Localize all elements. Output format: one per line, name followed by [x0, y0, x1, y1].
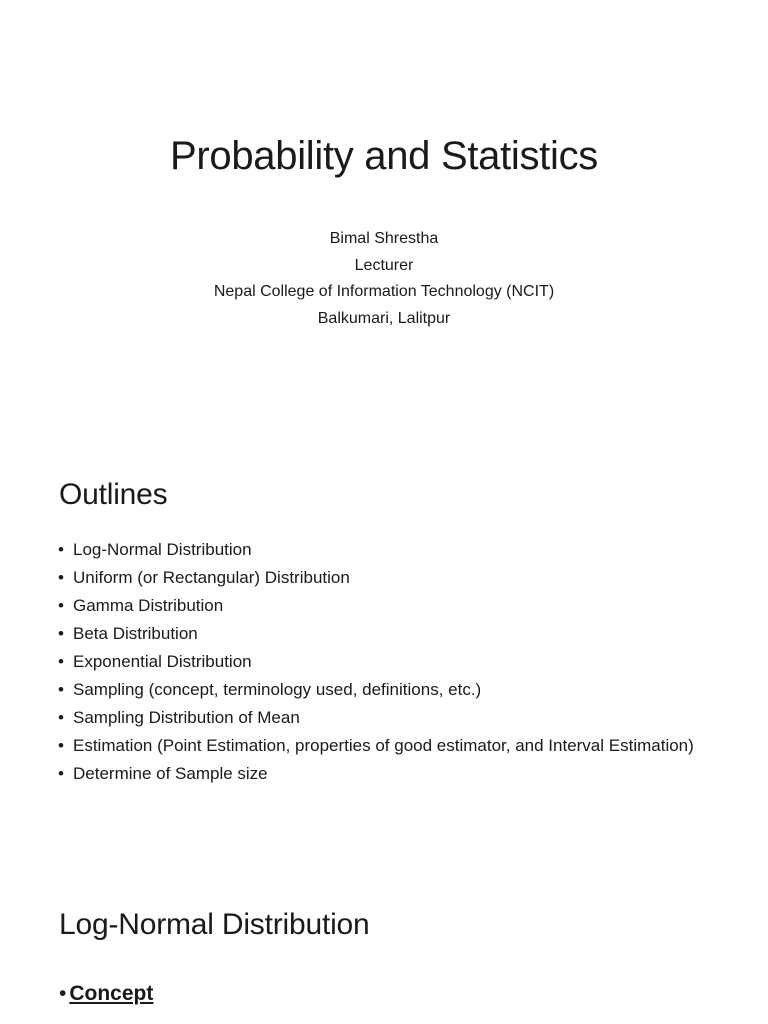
list-item — [58, 568, 698, 589]
outline-heading: Outlines — [59, 478, 168, 511]
list-item — [58, 652, 698, 673]
list-item — [58, 596, 698, 617]
bullet-icon: • — [58, 596, 64, 615]
list-item — [58, 764, 698, 785]
bullet-icon: • — [59, 982, 67, 1005]
bullet-icon: • — [58, 540, 64, 559]
outline-list — [58, 540, 698, 792]
bullet-icon: • — [58, 680, 64, 699]
list-item-text: Sampling (concept, terminology used, definitions, etc.) — [73, 680, 482, 699]
lognormal-heading: Log-Normal Distribution — [59, 908, 370, 941]
list-item-text: Beta Distribution — [73, 624, 198, 643]
bullet-icon: • — [58, 568, 64, 587]
concept-label: Concept — [69, 982, 154, 1005]
bullet-icon: • — [58, 652, 64, 671]
title-slide — [0, 0, 768, 432]
list-item-text: Determine of Sample size — [73, 764, 268, 783]
outline-slide — [0, 432, 768, 864]
author-info — [0, 226, 768, 332]
bullet-icon: • — [58, 708, 64, 727]
list-item — [58, 708, 698, 729]
presentation-title: Probability and Statistics — [170, 134, 598, 178]
list-item-text: Uniform (or Rectangular) Distribution — [73, 568, 350, 587]
list-item — [58, 736, 698, 757]
list-item-text: Log-Normal Distribution — [73, 540, 252, 559]
author-position: Lecturer — [354, 256, 414, 274]
list-item — [58, 680, 698, 701]
list-item-text: Exponential Distribution — [73, 652, 252, 671]
list-item-text: Gamma Distribution — [73, 596, 224, 615]
author-location: Balkumari, Lalitpur — [317, 309, 451, 327]
list-item — [58, 624, 698, 645]
author-institution: Nepal College of Information Technology (NCIT) — [213, 283, 555, 300]
author-name: Bimal Shrestha — [329, 230, 439, 247]
concept-bullet — [59, 982, 153, 1006]
bullet-icon: • — [58, 624, 64, 643]
bullet-icon: • — [58, 764, 64, 783]
lognormal-slide — [0, 864, 768, 1024]
list-item — [58, 540, 698, 561]
bullet-icon: • — [58, 736, 64, 755]
list-item-text: Sampling Distribution of Mean — [73, 708, 300, 727]
list-item-text: Estimation (Point Estimation, properties of good estimator, and Interval Estimation) — [73, 736, 694, 755]
